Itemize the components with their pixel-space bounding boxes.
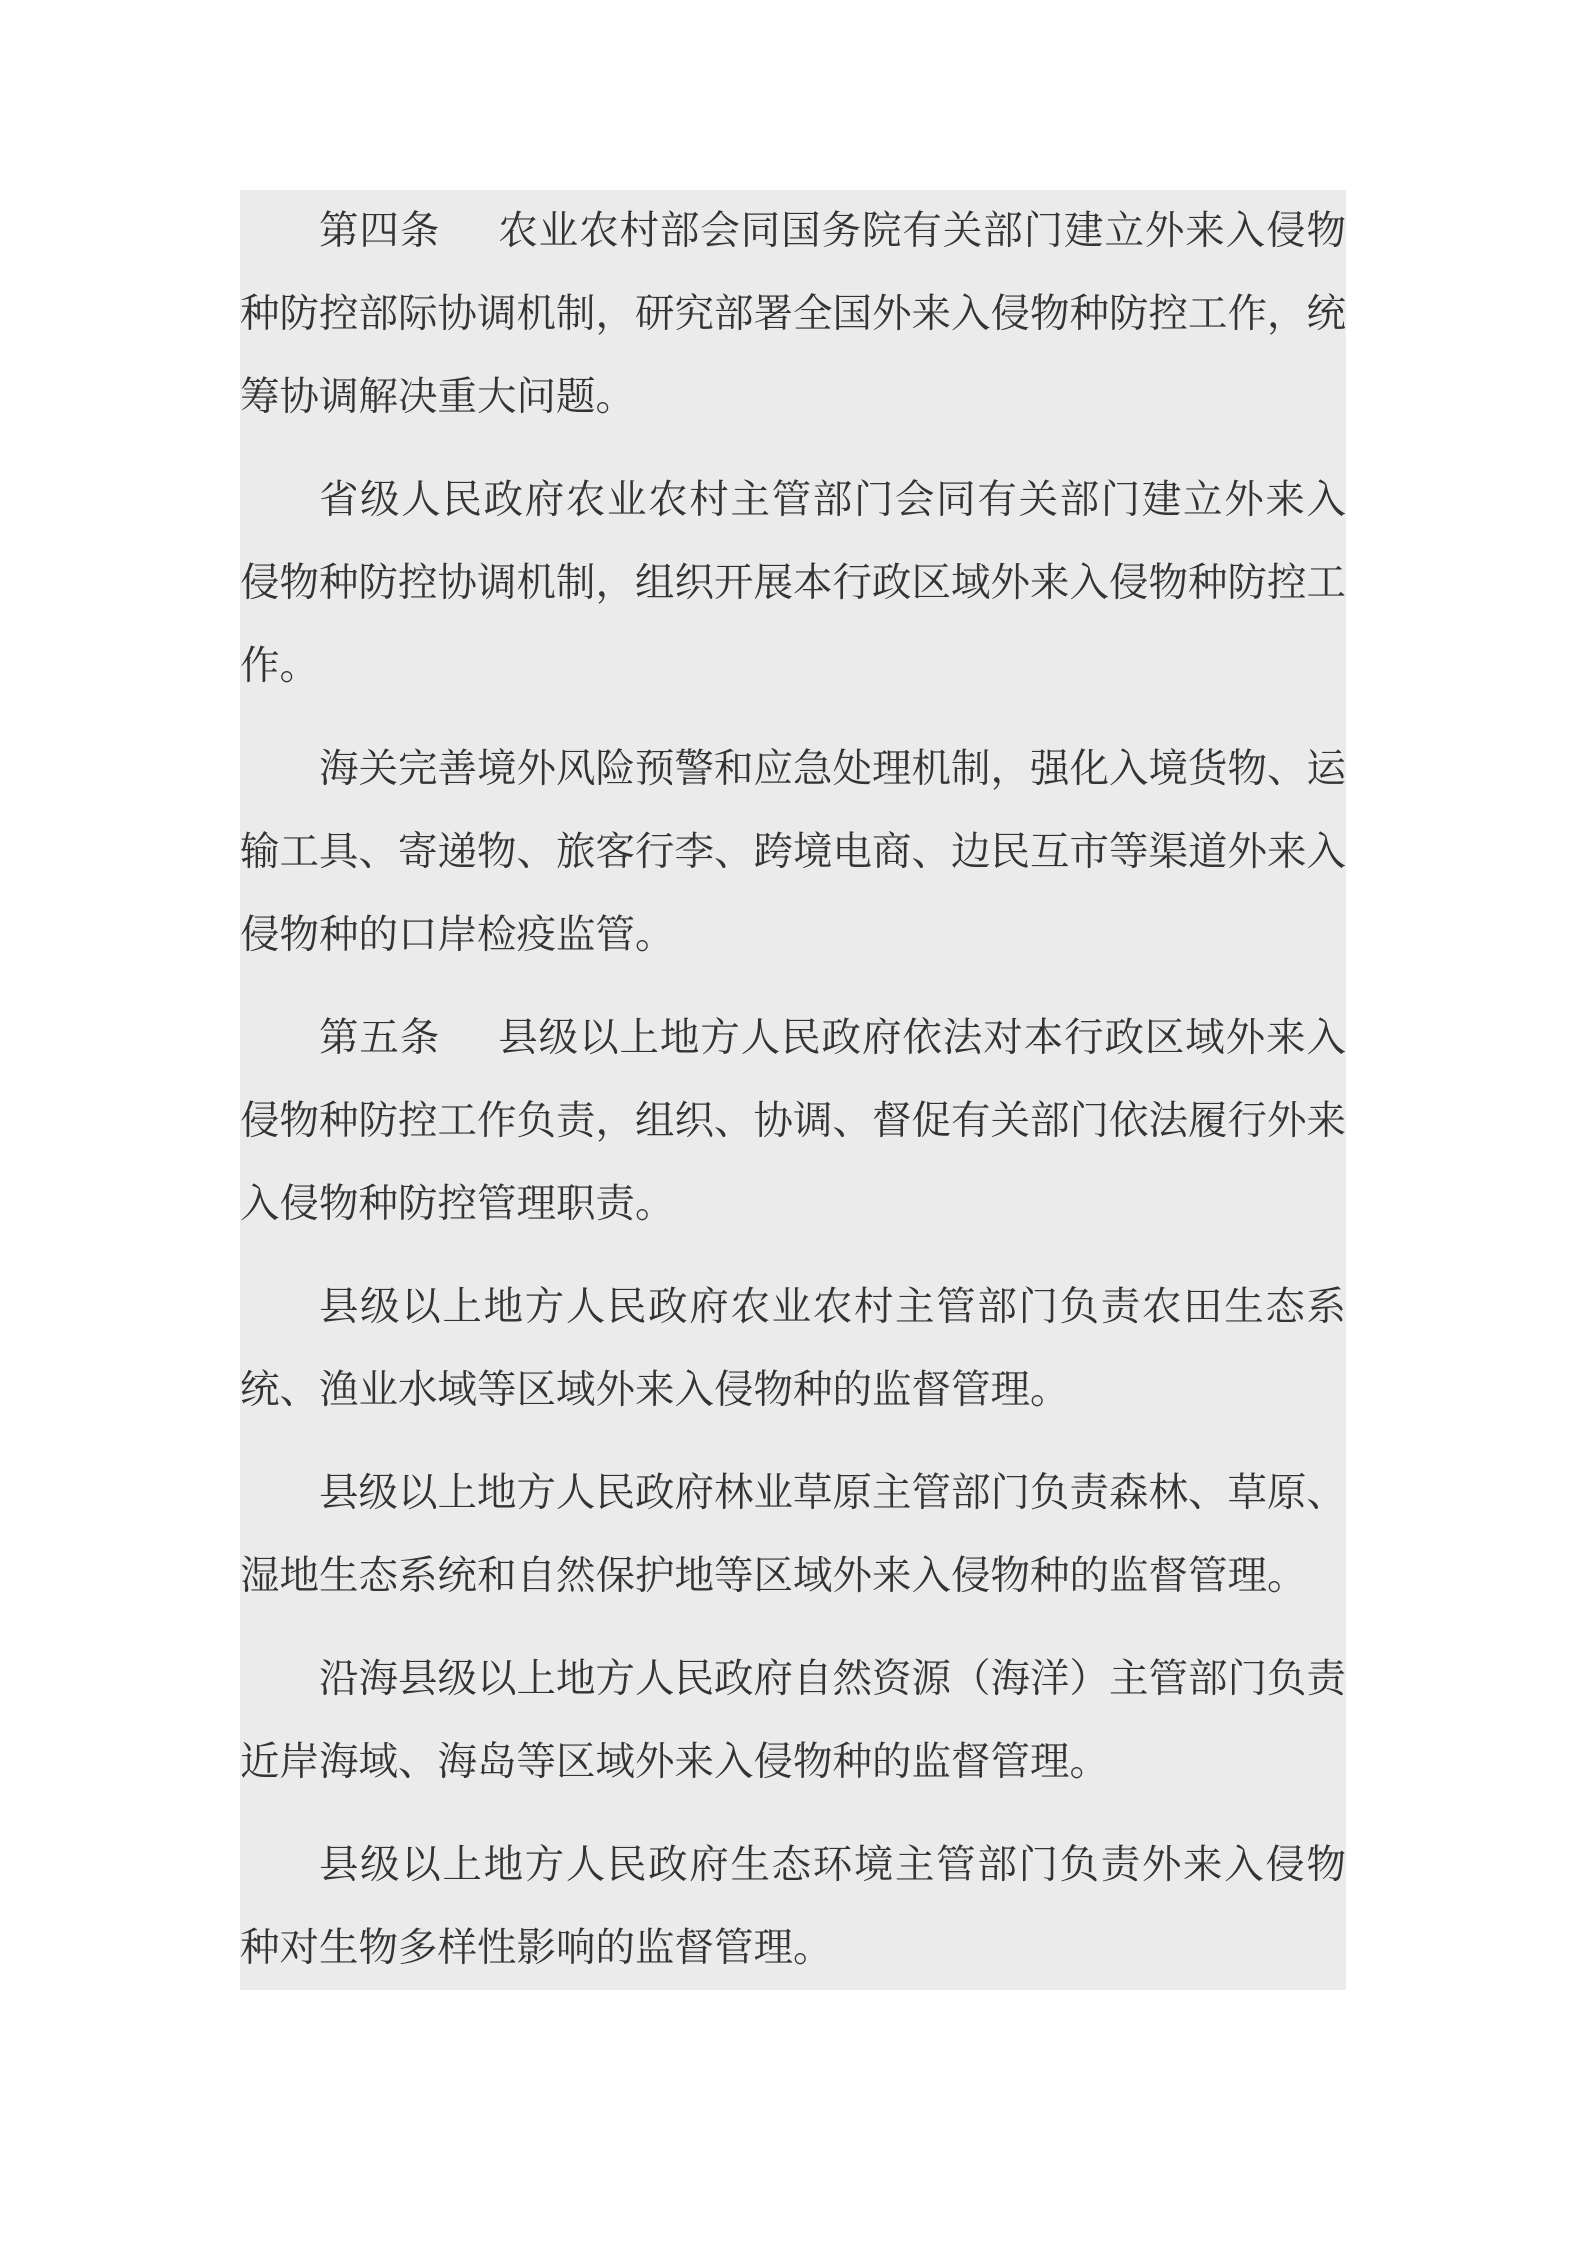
paragraph-line: 侵物种的口岸检疫监管。 bbox=[240, 912, 675, 958]
paragraph-line bbox=[240, 997, 1346, 1080]
paragraph-line: 县级以上地方人民政府生态环境主管部门负责外来入侵物 bbox=[319, 1842, 1346, 1888]
ecology-environment-department-paragraph bbox=[240, 1824, 1346, 1990]
paragraph-line: 县级以上地方人民政府农业农村主管部门负责农田生态系 bbox=[319, 1284, 1346, 1330]
paragraph-line: 输工具、寄递物、旅客行李、跨境电商、边民互市等渠道外来入 bbox=[240, 829, 1346, 875]
paragraph-line: 种防控部际协调机制，研究部署全国外来入侵物种防控工作，统 bbox=[240, 291, 1346, 337]
paragraph-line: 种对生物多样性影响的监督管理。 bbox=[240, 1925, 833, 1971]
paragraph-line: 入侵物种防控管理职责。 bbox=[240, 1181, 675, 1227]
paragraph-line: 省级人民政府农业农村主管部门会同有关部门建立外来入 bbox=[319, 477, 1346, 523]
article-5-paragraph bbox=[240, 997, 1346, 1246]
article-number: 第四条 bbox=[319, 208, 441, 254]
paragraph-line: 近岸海域、海岛等区域外来入侵物种的监督管理。 bbox=[240, 1739, 1109, 1785]
paragraph-line: 湿地生态系统和自然保护地等区域外来入侵物种的监督管理。 bbox=[240, 1553, 1307, 1599]
customs-paragraph bbox=[240, 728, 1346, 977]
paragraph-line: 县级以上地方人民政府林业草原主管部门负责森林、草原、 bbox=[319, 1470, 1346, 1516]
line-text: 县级以上地方人民政府依法对本行政区域外来入 bbox=[498, 1015, 1346, 1061]
highlighted-text-block bbox=[240, 190, 1346, 1990]
paragraph-line bbox=[240, 190, 1346, 273]
paragraph-line: 统、渔业水域等区域外来入侵物种的监督管理。 bbox=[240, 1367, 1070, 1413]
line-text: 农业农村部会同国务院有关部门建立外来入侵物 bbox=[498, 208, 1346, 254]
provincial-coordination-paragraph bbox=[240, 459, 1346, 708]
article-4-paragraph bbox=[240, 190, 1346, 439]
paragraph-line: 沿海县级以上地方人民政府自然资源（海洋）主管部门负责 bbox=[319, 1656, 1346, 1702]
paragraph-line: 海关完善境外风险预警和应急处理机制，强化入境货物、运 bbox=[319, 746, 1346, 792]
paragraph-line: 侵物种防控协调机制，组织开展本行政区域外来入侵物种防控工 bbox=[240, 560, 1346, 606]
paragraph-line: 筹协调解决重大问题。 bbox=[240, 374, 635, 420]
forestry-department-paragraph bbox=[240, 1452, 1346, 1618]
agriculture-department-paragraph bbox=[240, 1266, 1346, 1432]
paragraph-line: 作。 bbox=[240, 643, 319, 689]
natural-resources-department-paragraph bbox=[240, 1638, 1346, 1804]
paragraph-line: 侵物种防控工作负责，组织、协调、督促有关部门依法履行外来 bbox=[240, 1098, 1346, 1144]
article-number: 第五条 bbox=[319, 1015, 441, 1061]
